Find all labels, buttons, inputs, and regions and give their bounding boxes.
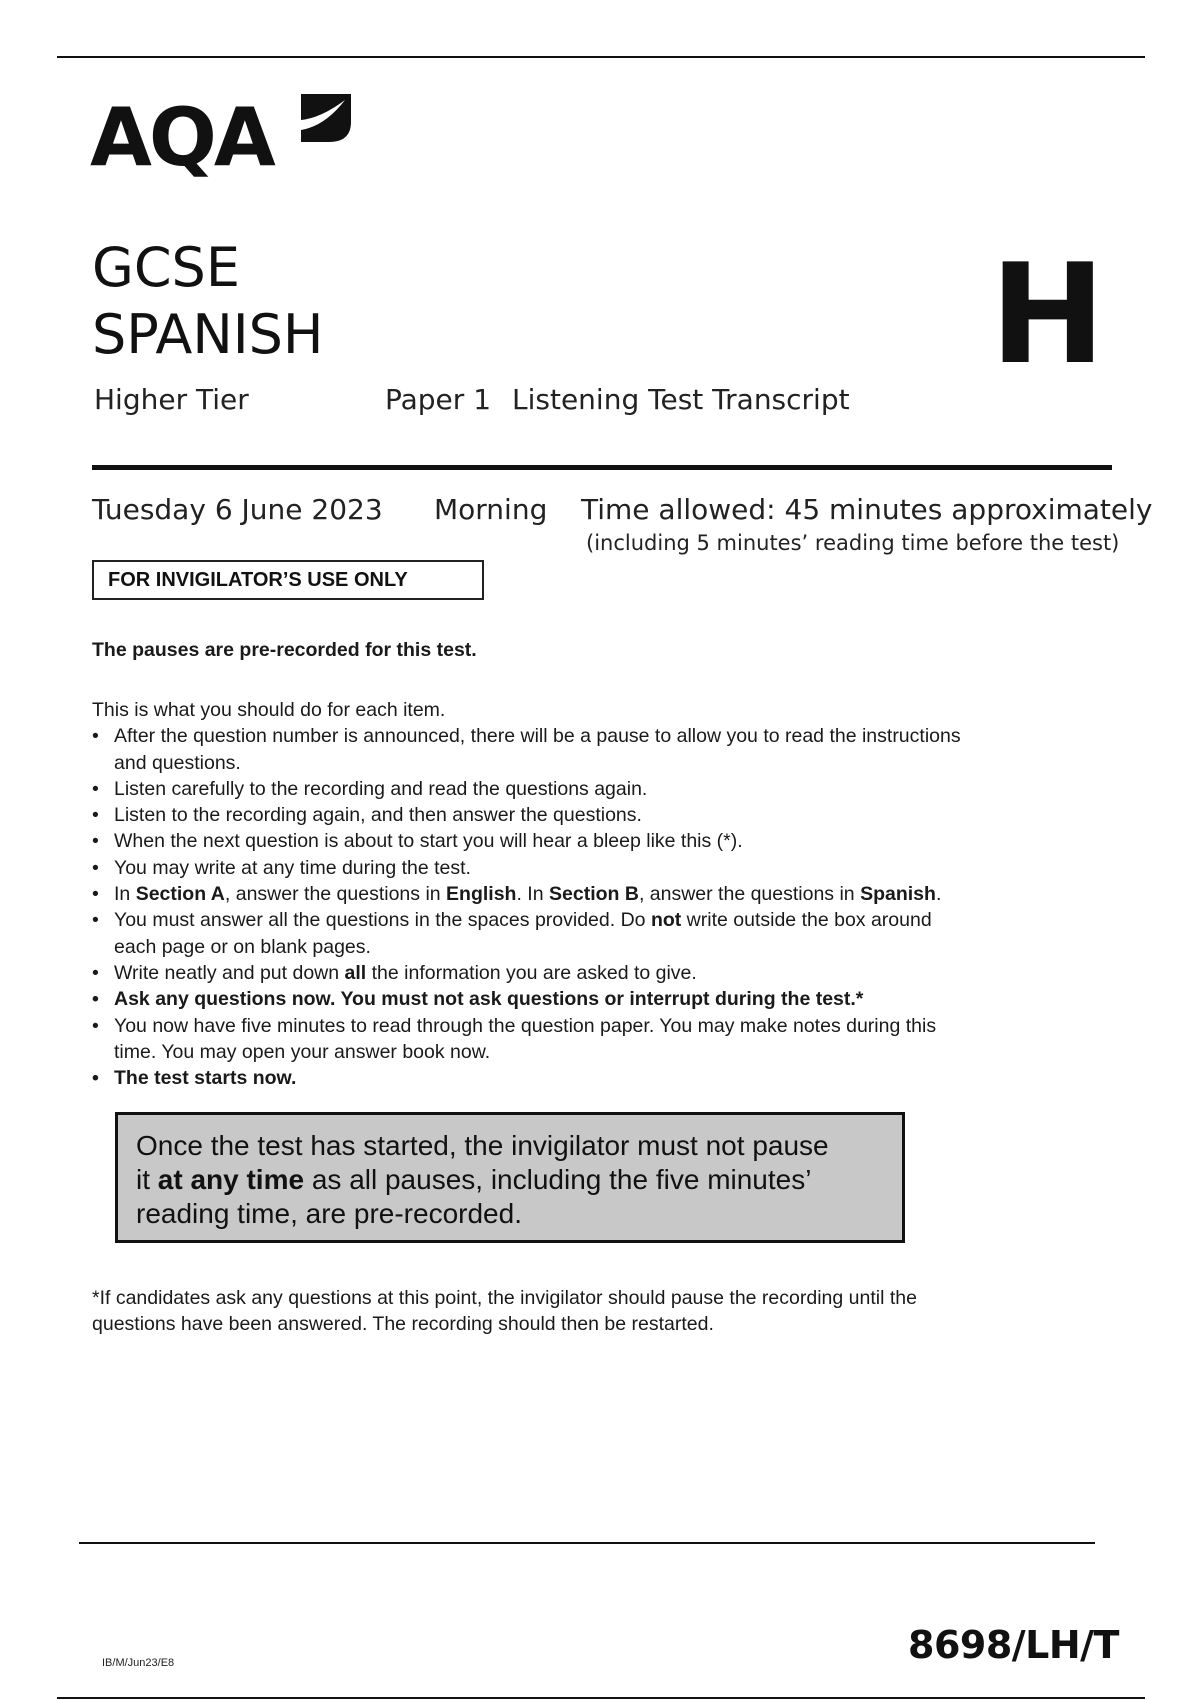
- paper-number: Paper 1: [385, 383, 492, 416]
- tier-letter: H: [990, 234, 1106, 395]
- instructions-block: [92, 697, 1092, 1091]
- list-item: • Write neatly and put down all the information you are asked to give.: [92, 961, 697, 984]
- list-item: • In Section A, answer the questions in English. In Section B, answer the questions in Spanish.: [92, 883, 942, 906]
- footnote: *If candidates ask any questions at this point, the invigilator should pause the recording until the questions have been answered. The recording should then be restarted.: [92, 1287, 917, 1336]
- list-item: • Ask any questions now. You must not ask questions or interrupt during the test.*: [92, 988, 864, 1011]
- aqa-logo: [90, 88, 370, 188]
- paper-title: Listening Test Transcript: [512, 383, 850, 416]
- list-item: • Listen to the recording again, and then answer the questions.: [92, 804, 642, 827]
- time-allowed-note: (including 5 minutes’ reading time before the test): [586, 531, 1120, 555]
- pauses-note: The pauses are pre-recorded for this test.: [92, 639, 477, 661]
- qualification-title: GCSE: [92, 236, 240, 299]
- list-item: • After the question number is announced, there will be a pause to allow you to read the instructions and questions.: [92, 725, 961, 774]
- footer-rule: [79, 1542, 1095, 1544]
- exam-session: Morning: [434, 493, 548, 526]
- paper-code: 8698/LH/T: [908, 1623, 1119, 1667]
- list-item: • You now have five minutes to read through the question paper. You may make notes during this time. You may open your answer book now.: [92, 1014, 937, 1063]
- logo-leaf-icon: [295, 90, 355, 146]
- logo-text: AQA: [90, 91, 273, 184]
- notice-line-3: reading time, are pre-recorded.: [136, 1198, 522, 1229]
- reference-code: IB/M/Jun23/E8: [102, 1657, 175, 1669]
- list-item: • When the next question is about to start you will hear a bleep like this (*).: [92, 830, 743, 853]
- time-allowed: Time allowed: 45 minutes approximately: [581, 493, 1153, 526]
- bottom-rule: [57, 1697, 1145, 1699]
- subject-title: SPANISH: [92, 303, 324, 366]
- exam-date: Tuesday 6 June 2023: [92, 493, 383, 526]
- notice-line-1: Once the test has started, the invigilator must not pause: [136, 1130, 829, 1161]
- list-item: • You must answer all the questions in the spaces provided. Do not write outside the box around each page or on blank pages.: [92, 909, 932, 958]
- list-item: • Listen carefully to the recording and read the questions again.: [92, 777, 648, 800]
- list-item: • The test starts now.: [92, 1067, 297, 1090]
- instructions-intro: This is what you should do for each item.: [92, 699, 446, 721]
- tier-label: Higher Tier: [94, 383, 249, 416]
- instructions-list: [92, 723, 1092, 1091]
- invigilator-use-box: FOR INVIGILATOR’S USE ONLY: [92, 560, 484, 600]
- top-rule: [57, 56, 1145, 58]
- list-item: • You may write at any time during the test.: [92, 856, 471, 879]
- header-divider: [92, 465, 1112, 470]
- invigilator-notice-box: [115, 1112, 905, 1243]
- notice-line-2: it at any time as all pauses, including the five minutes’: [136, 1164, 812, 1195]
